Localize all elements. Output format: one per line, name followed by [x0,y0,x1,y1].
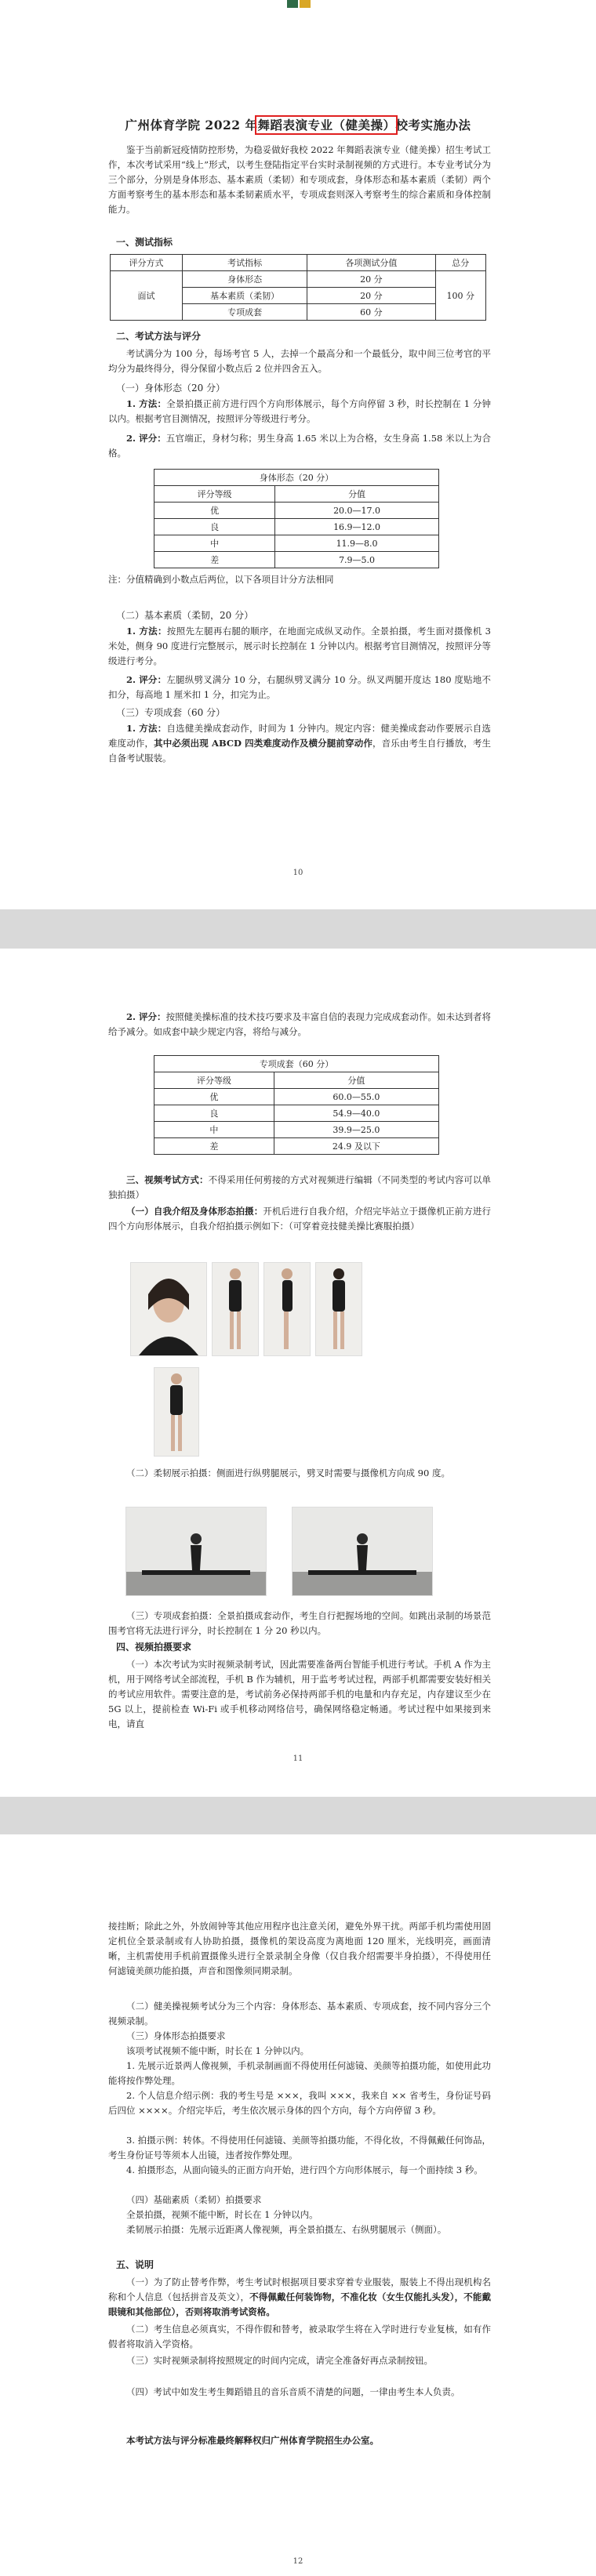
s2-paragraph-1: 考试满分为 100 分，每场考官 5 人，去掉一个最高分和一个最低分，取中间三位考官的平均分为最终得分，得分保留小数点后 2 位并四舍五入。 [108,348,491,374]
page-separator [0,1797,596,1834]
t3-header-score: 分值 [274,1072,438,1089]
t3-cell: 差 [154,1138,274,1155]
s5-paragraph-3: （三）实时视频录制将按照规定的时间内完成，请完全准备好再点录制按钮。 [126,2355,433,2366]
t3-title: 专项成套（60 分） [154,1056,439,1072]
intro-paragraph: 鉴于当前新冠疫情防控形势，为稳妥做好我校 2022 年舞蹈表演专业（健美操）招生考试工作，本次考试采用“线上”形式，以考生登陆指定平台实时录制视频的方式进行。本专业考试分为三个部分，分别是身体形态、基本素质（柔韧）和专项成套，身体形态和基本素质（柔韧）两个方面考察考生的基本形态和基本柔韧素质水平，专项成套则深入考察考生的综合素质和身体控制能力。 [108,144,491,215]
s4-paragraph-11: 全景拍摄，视频不能中断，时长在 1 分钟以内。 [126,2209,318,2220]
s5-paragraph-2: （二）考生信息必须真实，不得作假和替考，被录取学生将在入学时进行专业复核，如有作假者将取消入学资格。 [108,2324,491,2349]
t1-cell: 身体形态 [183,271,307,288]
t3-cell: 24.9 及以下 [274,1138,438,1155]
s2-subheading-2: （二）基本素质（柔韧，20 分） [116,610,254,621]
t1-total: 100 分 [435,271,486,321]
t2-header-score: 分值 [275,486,439,503]
t2-title: 身体形态（20 分） [154,470,439,486]
s2-subheading-1: （一）身体形态（20 分） [116,383,226,394]
section4-heading: 四、视频拍摄要求 [116,1642,192,1653]
table2-note: 注：分值精确到小数点后两位，以下各项目计分方法相同 [108,574,334,585]
table-test-indicators [110,254,486,321]
section5-heading: 五、说明 [116,2259,154,2270]
s4-paragraph-7: 2. 个人信息介绍示例：我的考生号是 ×××，我叫 ×××，我来自 ×× 省考生，身份证号码后四位 ××××。介绍完毕后，考生依次展示身体的四个方向，每个方向停留 3 秒。 [108,2090,491,2116]
t3-cell: 中 [154,1122,274,1138]
t2-cell: 中 [154,535,275,552]
section2-heading: 二、考试方法与评分 [116,331,202,342]
t3-cell: 60.0—55.0 [274,1089,438,1105]
t2-cell: 7.9—5.0 [275,552,439,568]
t3-header-grade: 评分等级 [154,1072,274,1089]
title-highlight: 舞蹈表演专业（健美操） [257,118,396,132]
top-mark-yellow [300,0,311,8]
photo-split-right [292,1507,433,1596]
s3-paragraph-2: （一）自我介绍及身体形态拍摄：开机后进行自我介绍，介绍完毕站立于摄像机正前方进行四个方向形体展示，自我介绍拍摄示例如下：（可穿着竞技健美操比赛服拍摄） [108,1206,491,1232]
s4-paragraph-4: （三）身体形态拍摄要求 [126,2030,226,2041]
section1-heading: 一、测试指标 [116,237,173,248]
photo-intro-face [130,1262,207,1356]
page-number: 11 [293,1754,303,1763]
s4-paragraph-12: 柔韧展示拍摄：先展示近距离人像视频，再全景拍摄左、右纵劈腿展示（侧面）。 [126,2224,447,2235]
s4-paragraph-5: 该项考试视频不能中断，时长在 1 分钟以内。 [126,2045,310,2056]
person-standing-icon [213,1263,258,1355]
t2-cell: 11.9—8.0 [275,535,439,552]
photo-intro-back [315,1262,362,1356]
photo-intro-side [263,1262,311,1356]
s4-paragraph-1: （一）本次考试为实时视频录制考试，因此需要准备两台智能手机进行考试。手机 A 作为主机，用于网络考试全部流程，手机 B 作为辅机，用于监考考试过程，两部手机都需要安装好相关的考试应用软件。需要注意的是，考试前务必保持两部手机的电量和内存充足，内存建议至少在 5G 以上，提前检查 Wi-Fi 或手机移动网络信号，确保网络稳定畅通。考试过程中如果接到来电，请直 [108,1659,491,1729]
s4-paragraph-6: 1. 先展示近景两人像视频，手机录制画面不得使用任何滤镜、美颜等拍摄功能，如使用此功能将按作弊处理。 [108,2060,491,2086]
s4-paragraph-10: （四）基础素质（柔韧）拍摄要求 [126,2194,262,2205]
s4-paragraph-3: （二）健美操视频考试分为三个内容：身体形态、基本素质、专项成套，按不同内容分三个视频录制。 [108,2001,491,2026]
person-portrait-icon [131,1263,206,1355]
t2-cell: 差 [154,552,275,568]
table-routine [154,1055,439,1155]
t3-cell: 54.9—40.0 [274,1105,438,1122]
t3-cell: 39.9—25.0 [274,1122,438,1138]
s5-paragraph-1: （一）为了防止替考作弊，考生考试时根据项目要求穿着专业服装，服装上不得出现机构名称和个人信息（包括拼音及英文），不得佩戴任何装饰物，不准化妆（女生仅能扎头发），不能戴眼镜和其他部位），否则将取消考试资格。 [108,2277,491,2317]
t1-header-method: 评分方式 [111,255,183,271]
photo-split-left [125,1507,267,1596]
t2-header-grade: 评分等级 [154,486,275,503]
s2-paragraph-3: 2. 评分：五官端正，身材匀称；男生身高 1.65 米以上为合格，女生身高 1.58 米以上为合格。 [108,433,491,459]
s3-paragraph-4: （三）专项成套拍摄：全景拍摄成套动作，考生自行把握场地的空间。如跳出录制的场景范围考官将无法进行评分，时长控制在 1 分 20 秒以内。 [108,1610,491,1636]
s2-paragraph-6: 1. 方法：自选健美操成套动作，时间为 1 分钟内。规定内容：健美操成套动作要展示自选难度动作，其中必须出现 ABCD 四类难度动作及横分腿前穿动作，音乐由考生自行播放，考生自备考试服装。 [108,723,491,764]
s3-paragraph-1: 三、视频考试方式：不得采用任何剪接的方式对视频进行编辑（不同类型的考试内容可以单独拍摄） [108,1174,491,1200]
t1-method: 面试 [111,271,183,321]
person-standing-icon [154,1368,198,1456]
t3-cell: 良 [154,1105,274,1122]
t2-cell: 良 [154,519,275,535]
s2-paragraph-5: 2. 评分：左腿纵劈叉满分 10 分，右腿纵劈叉满分 10 分。纵叉两腿开度达 180 度贴地不扣分，每高地 1 厘米扣 1 分，扣完为止。 [108,674,491,700]
s2-paragraph-2: 1. 方法：全景拍摄正前方进行四个方向形体展示，每个方向停留 3 秒，时长控制在 1 分钟以内。根据考官目测情况，按照评分等级进行考分。 [108,398,491,424]
table-body-shape [154,469,439,568]
page-number: 10 [293,869,303,877]
s3-paragraph-3: （二）柔韧展示拍摄：侧面进行纵劈腿展示，劈叉时需要与摄像机方向成 90 度。 [126,1468,450,1478]
s4-paragraph-9: 4. 拍摄形态，从面向镜头的正面方向开始，进行四个方向形体展示，每一个面持续 3 秒。 [126,2164,483,2175]
person-side-icon [264,1263,310,1355]
s4-paragraph-2: 接挂断；除此之外，外放闹钟等其他应用程序也注意关闭，避免外界干扰。两部手机均需使用固定机位全景录制或有人协助拍摄，摄像机的架设高度为离地面 120 厘米，光线明亮，画面清晰，主机需使用手机前置摄像头进行全景录制全身像（仅自我介绍需要半身拍摄），不得使用任何滤镜美颜功能拍摄，声音和图像须同期录制。 [108,1921,491,1976]
t1-header-total: 总分 [435,255,486,271]
s2-paragraph-7: 2. 评分：按照健美操标准的技术技巧要求及丰富自信的表现力完成成套动作。如未达到者将给予减分。如成套中缺少规定内容，将给与减分。 [108,1011,491,1037]
split-pose-icon [126,1508,266,1595]
t3-cell: 优 [154,1089,274,1105]
t1-cell: 专项成套 [183,304,307,321]
s4-paragraph-8: 3. 拍摄示例：转体。不得使用任何滤镜、美颜等拍摄功能，不得化妆，不得佩戴任何饰品，考生身份证号等须本人出镜，违者按作弊处理。 [108,2135,491,2161]
t2-cell: 优 [154,503,275,519]
person-back-icon [316,1263,362,1355]
t1-header-indicator: 考试指标 [183,255,307,271]
t1-cell: 基本素质（柔韧） [183,288,307,304]
t2-cell: 16.9—12.0 [275,519,439,535]
document-title: 广州体育学院 2022 年舞蹈表演专业（健美操）校考实施办法 [125,118,471,132]
s2-paragraph-4: 1. 方法：按照先左腿再右腿的顺序，在地面完成纵叉动作。全景拍摄，考生面对摄像机 3 米处，侧身 90 度进行完整展示，展示时长控制在 1 分钟以内。根据考官目测情况，按照评分等级进行考分。 [108,626,491,666]
photo-intro-extra [154,1367,199,1457]
closing-statement: 本考试方法与评分标准最终解释权归广州体育学院招生办公室。 [126,2435,379,2446]
photo-intro-front [212,1262,259,1356]
top-mark-green [287,0,298,8]
t1-cell: 60 分 [307,304,435,321]
page-number: 12 [293,2557,303,2566]
split-pose-icon [293,1508,432,1595]
t1-header-score: 各项测试分值 [307,255,435,271]
t1-cell: 20 分 [307,288,435,304]
page-separator [0,909,596,949]
s2-subheading-3: （三）专项成套（60 分） [116,707,226,718]
t2-cell: 20.0—17.0 [275,503,439,519]
t1-cell: 20 分 [307,271,435,288]
s5-paragraph-4: （四）考试中如发生考生舞蹈错且的音乐音质不清楚的问题，一律由考生本人负责。 [126,2386,460,2397]
